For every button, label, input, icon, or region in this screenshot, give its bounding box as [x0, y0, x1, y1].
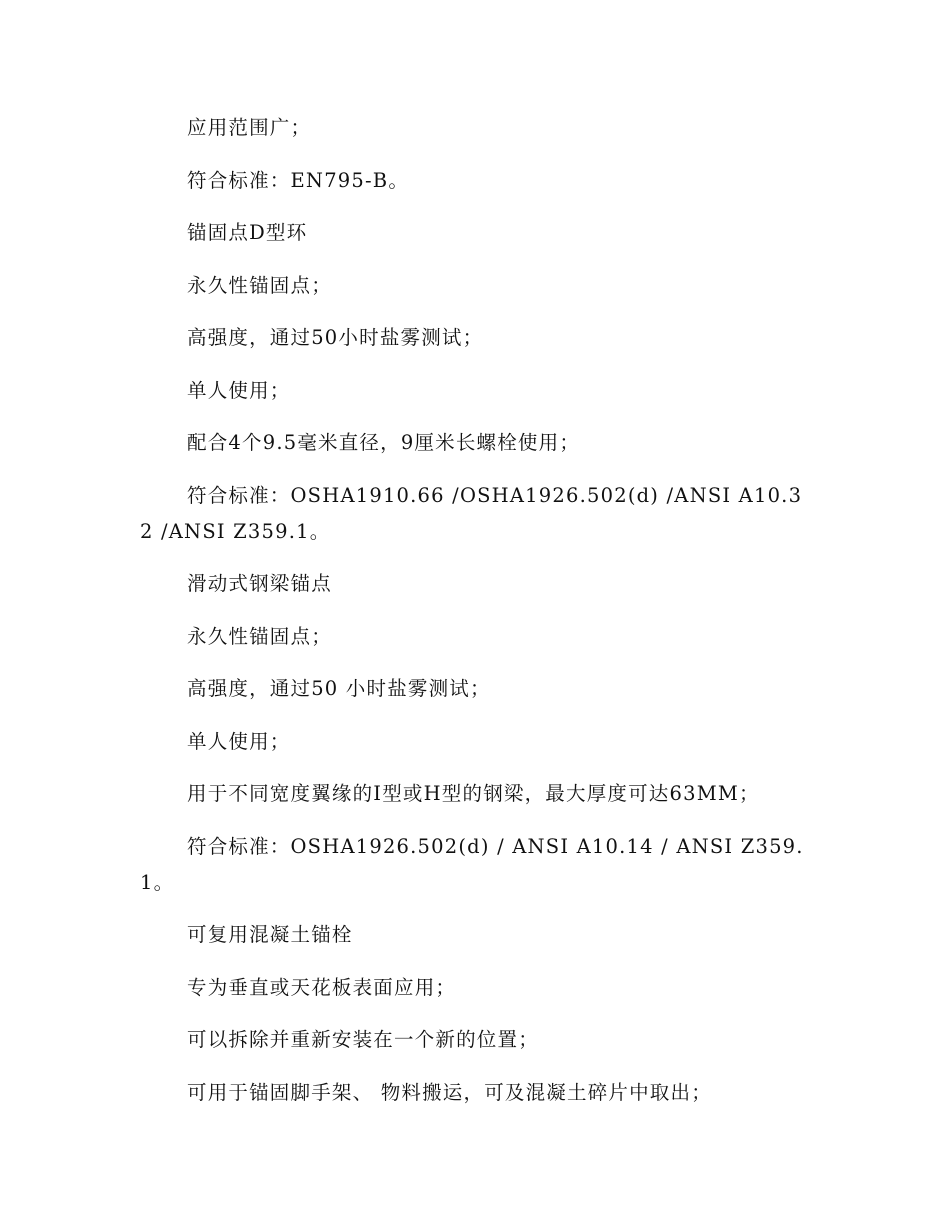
paragraph-2: 符合标准：EN795-B。	[187, 168, 410, 192]
paragraph-8: 符合标准：OSHA1910.66 /OSHA1926.502(d) /ANSI A10.32 /ANSI Z359.1。	[140, 483, 803, 543]
paragraph-17: 可以拆除并重新安装在一个新的位置；	[187, 1028, 539, 1051]
paragraph-10: 永久性锚固点；	[187, 624, 332, 648]
paragraph-5: 高强度，通过50小时盐雾测试；	[187, 326, 484, 349]
paragraph-1: 应用范围广；	[187, 116, 312, 139]
paragraph-15: 可复用混凝土锚栓	[187, 923, 353, 946]
paragraph-12: 单人使用；	[187, 729, 291, 753]
paragraph-7: 配合4个9.5毫米直径，9厘米长螺栓使用；	[187, 431, 581, 454]
paragraph-4: 永久性锚固点；	[187, 273, 332, 297]
paragraph-14: 符合标准：OSHA1926.502(d) / ANSI A10.14 / ANSI Z359.1。	[140, 834, 804, 894]
paragraph-18: 可用于锚固脚手架、 物料搬运，可及混凝土碎片中取出；	[187, 1080, 712, 1104]
paragraph-16: 专为垂直或天花板表面应用；	[187, 975, 457, 999]
paragraph-9: 滑动式钢梁锚点	[187, 572, 332, 595]
paragraph-6: 单人使用；	[187, 378, 291, 402]
paragraph-13: 用于不同宽度翼缘的I型或H型的钢梁，最大厚度可达63MM；	[187, 782, 760, 805]
paragraph-11: 高强度，通过50 小时盐雾测试；	[187, 677, 491, 700]
paragraph-3: 锚固点D型环	[187, 221, 308, 244]
